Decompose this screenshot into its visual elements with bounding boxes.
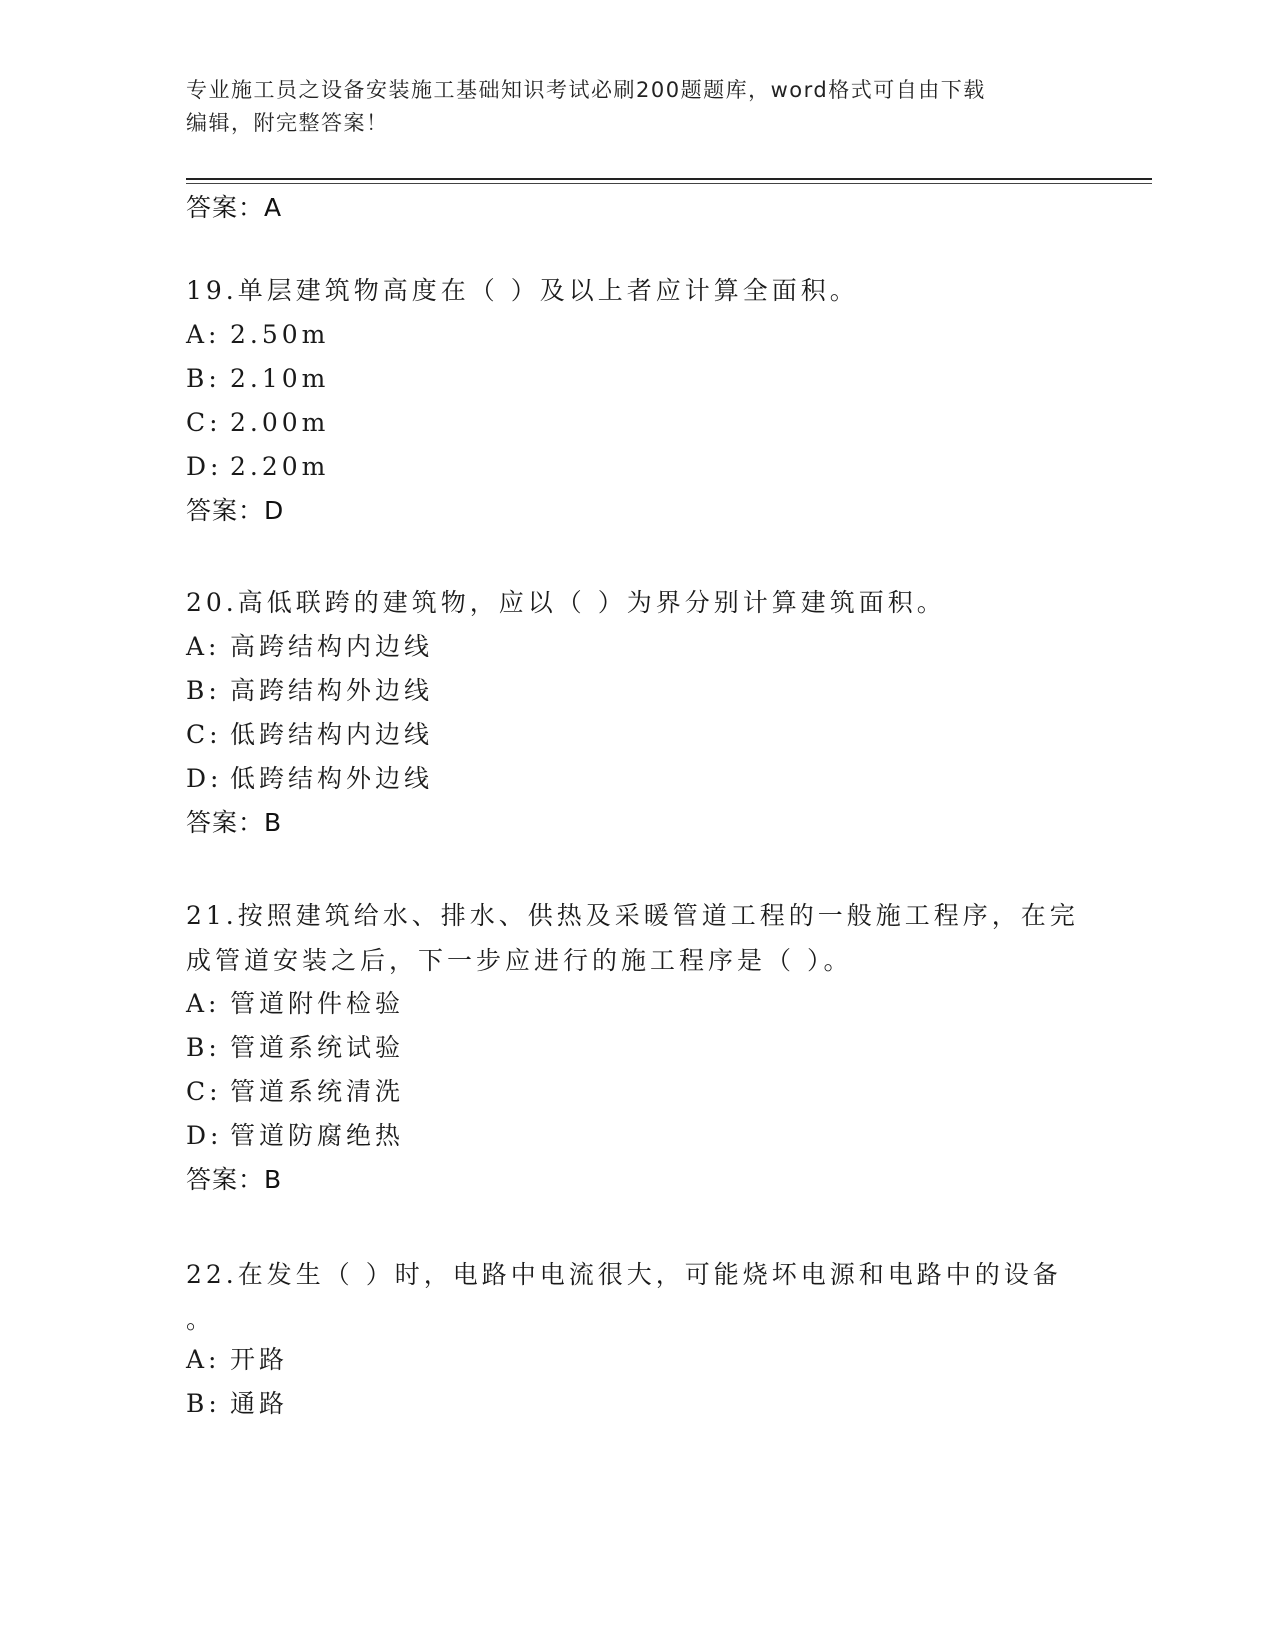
question-19-option-b xyxy=(186,364,329,394)
question-19-option-a xyxy=(186,320,329,350)
option-key: B: xyxy=(186,1389,221,1418)
option-text: 2.20m xyxy=(230,452,330,481)
question-21-stem-line-2: 成管道安装之后，下一步应进行的施工程序是（ ）。 xyxy=(186,946,853,975)
question-20-answer: 答案：B xyxy=(186,808,283,837)
question-21-stem-line-1: 21.按照建筑给水、排水、供热及采暖管道工程的一般施工程序，在完 xyxy=(186,901,1079,930)
option-key: D: xyxy=(186,452,223,481)
option-key: A: xyxy=(186,632,221,661)
option-key: C: xyxy=(186,408,222,437)
option-text: 开路 xyxy=(230,1345,289,1374)
header-divider-thin xyxy=(186,183,1152,184)
header-title-line-2: 编辑，附完整答案！ xyxy=(186,111,389,135)
question-20-stem: 20.高低联跨的建筑物，应以（ ）为界分别计算建筑面积。 xyxy=(186,588,946,617)
option-text: 管道系统试验 xyxy=(230,1033,405,1062)
question-19-option-d xyxy=(186,452,329,482)
question-21-stem xyxy=(186,893,1086,983)
question-21-option-b xyxy=(186,1033,404,1063)
question-22-option-a xyxy=(186,1345,288,1375)
question-22-stem-line-2: 。 xyxy=(186,1305,216,1334)
option-key: A: xyxy=(186,989,221,1018)
answer-previous: 答案：A xyxy=(186,193,283,222)
option-text: 低跨结构内边线 xyxy=(230,720,434,749)
option-key: A: xyxy=(186,320,221,349)
question-22-stem xyxy=(186,1252,1086,1342)
question-19-answer: 答案：D xyxy=(186,496,285,525)
header-title-line-1: 专业施工员之设备安装施工基础知识考试必刷200题题库，word格式可自由下载 xyxy=(186,78,986,102)
option-key: C: xyxy=(186,1077,222,1106)
question-21-option-a xyxy=(186,989,404,1019)
option-key: A: xyxy=(186,1345,221,1374)
question-19-stem: 19.单层建筑物高度在（ ）及以上者应计算全面积。 xyxy=(186,276,859,305)
option-key: B: xyxy=(186,364,221,393)
page-header xyxy=(186,74,1066,140)
option-text: 管道防腐绝热 xyxy=(230,1121,405,1150)
question-21-answer: 答案：B xyxy=(186,1165,283,1194)
question-22-stem-line-1: 22.在发生（ ）时，电路中电流很大，可能烧坏电源和电路中的设备 xyxy=(186,1260,1062,1289)
question-22-option-b xyxy=(186,1389,288,1419)
question-20-option-a xyxy=(186,632,433,662)
option-text: 通路 xyxy=(230,1389,289,1418)
option-key: C: xyxy=(186,720,222,749)
question-20-option-c xyxy=(186,720,433,750)
question-21-option-d xyxy=(186,1121,404,1151)
option-text: 管道系统清洗 xyxy=(230,1077,405,1106)
option-key: D: xyxy=(186,1121,223,1150)
option-text: 低跨结构外边线 xyxy=(230,764,434,793)
header-divider-thick xyxy=(186,178,1152,180)
option-text: 高跨结构内边线 xyxy=(230,632,434,661)
option-key: B: xyxy=(186,1033,221,1062)
option-text: 高跨结构外边线 xyxy=(230,676,434,705)
option-key: B: xyxy=(186,676,221,705)
question-20-option-d xyxy=(186,764,433,794)
question-20-option-b xyxy=(186,676,433,706)
option-key: D: xyxy=(186,764,223,793)
question-21-option-c xyxy=(186,1077,404,1107)
option-text: 2.00m xyxy=(230,408,330,437)
option-text: 2.10m xyxy=(230,364,330,393)
option-text: 管道附件检验 xyxy=(230,989,405,1018)
question-19-option-c xyxy=(186,408,329,438)
option-text: 2.50m xyxy=(230,320,330,349)
